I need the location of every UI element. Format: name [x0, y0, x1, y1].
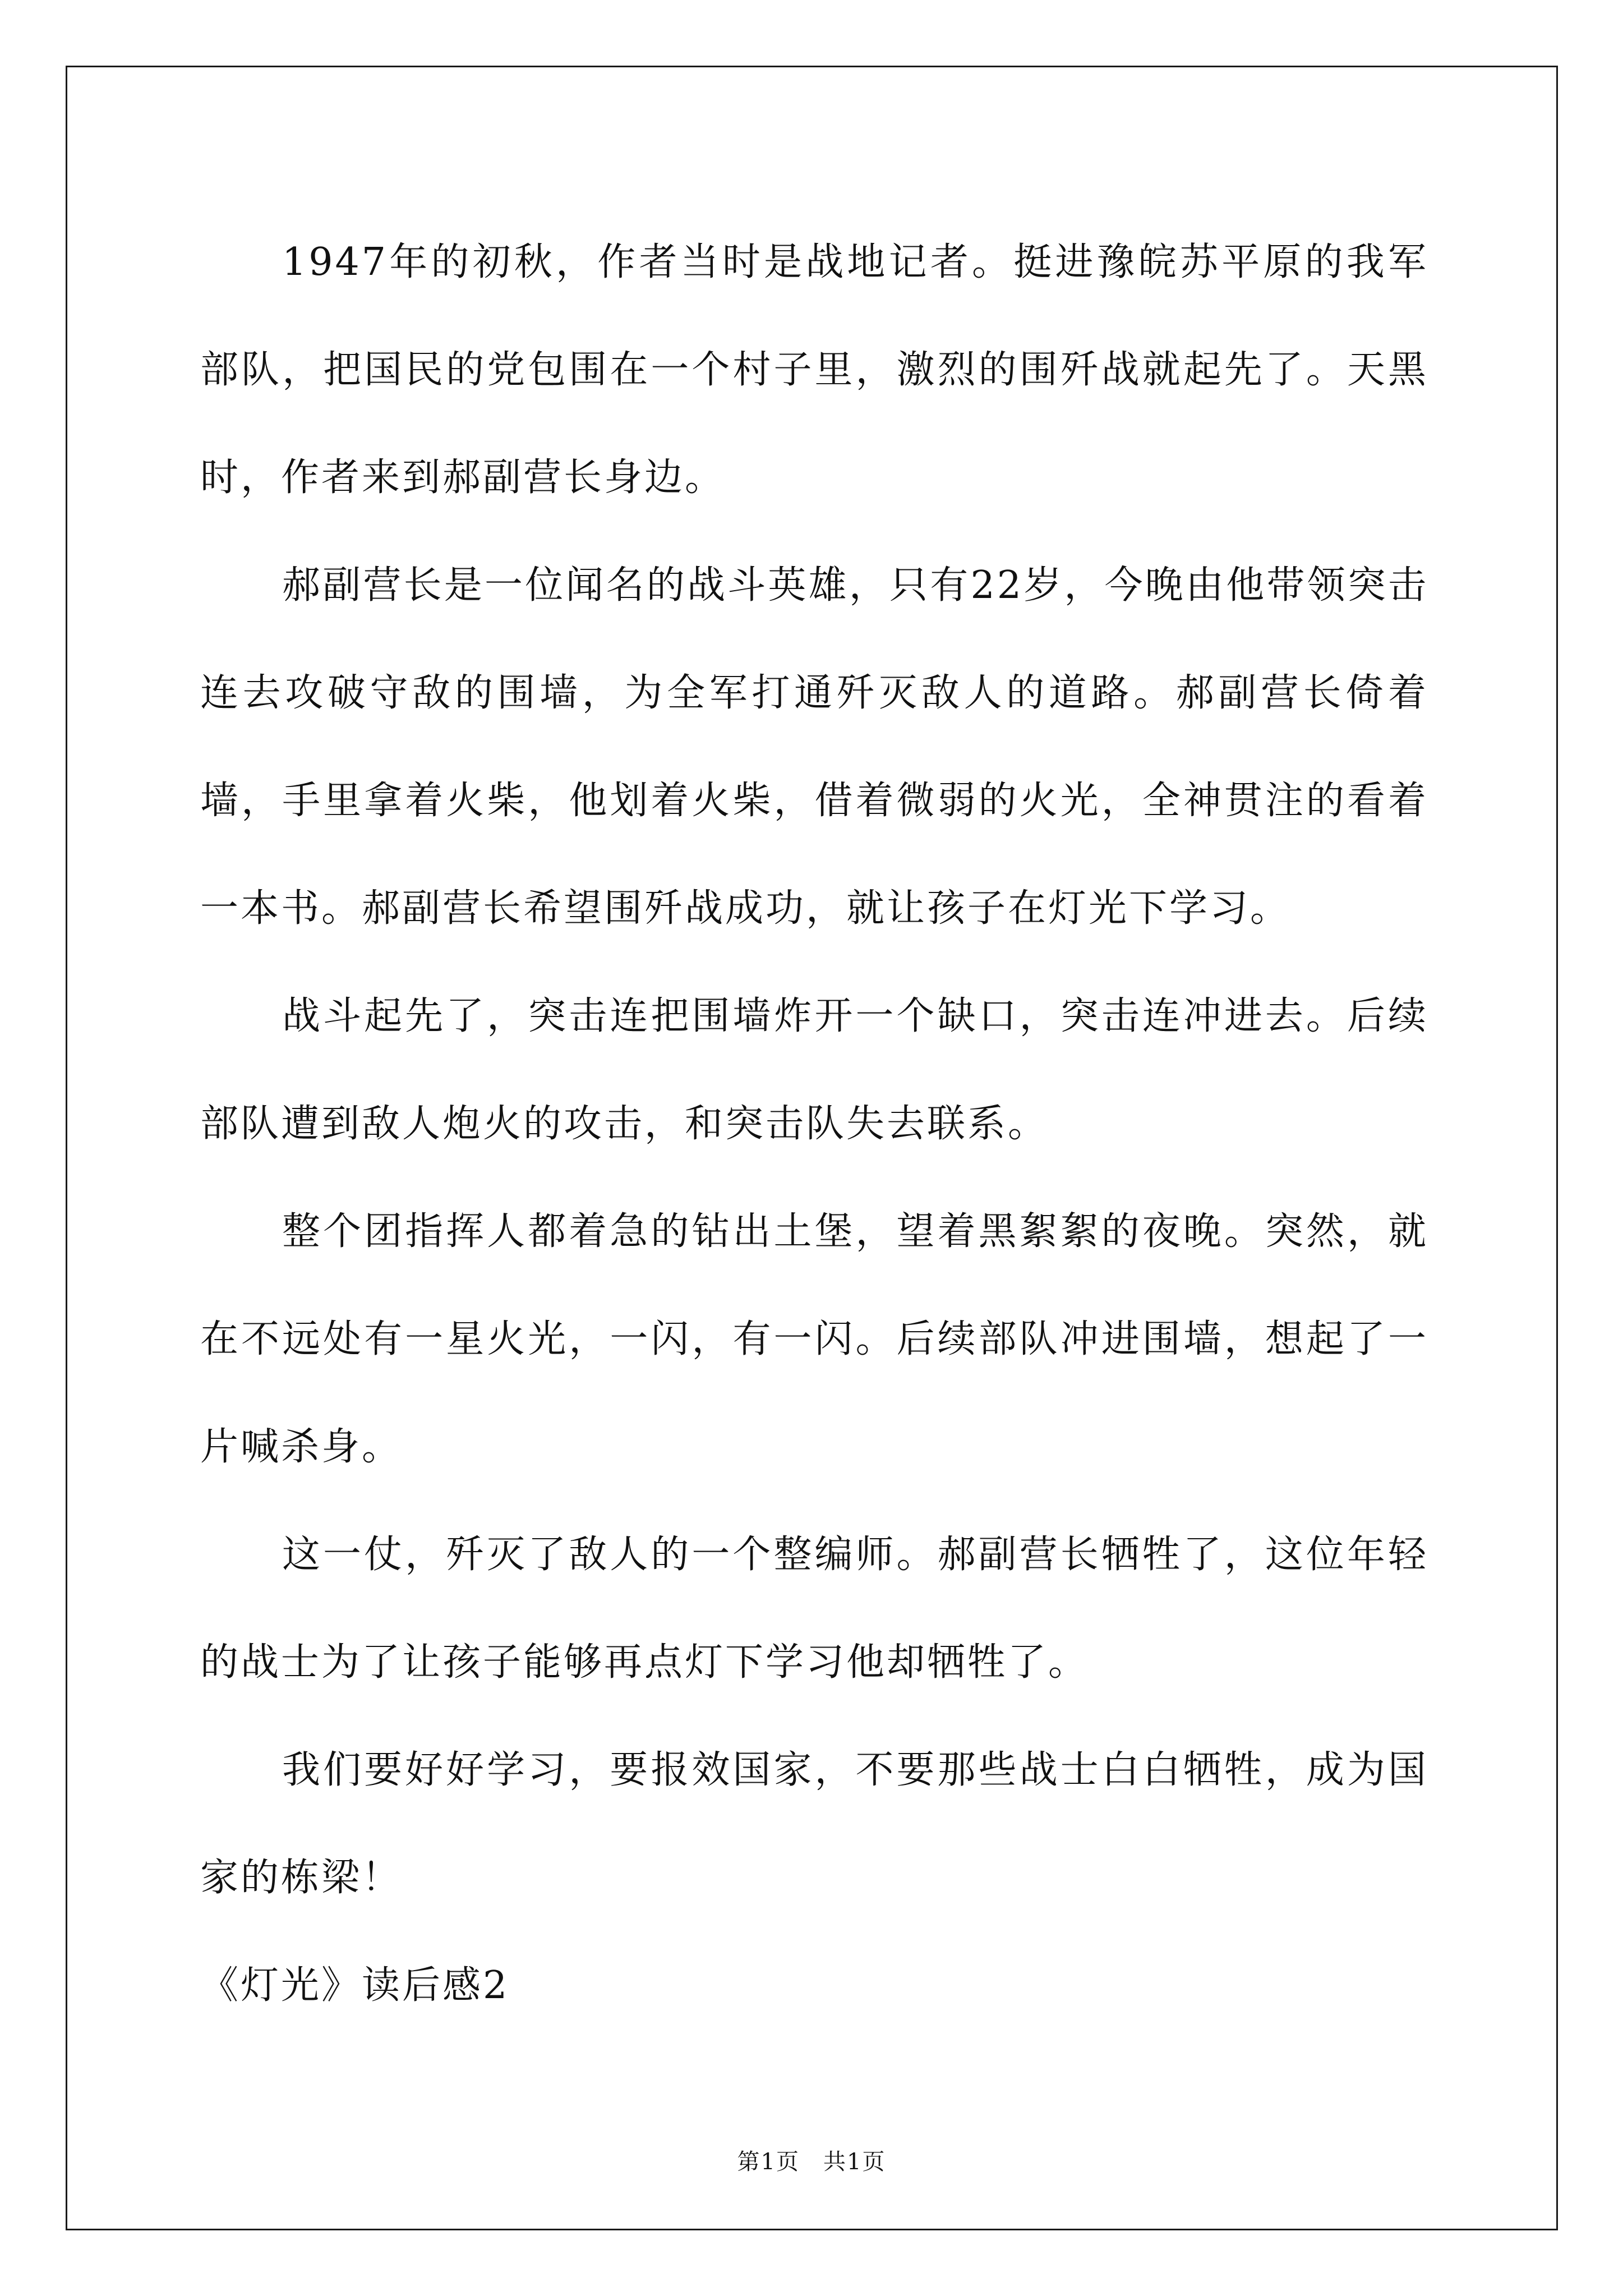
paragraph-3: 战斗起先了，突击连把围墙炸开一个缺口，突击连冲进去。后续部队遭到敌人炮火的攻击，和突击队失去联系。	[200, 994, 1428, 1146]
page-footer: 第1页 共1页	[737, 2149, 886, 2175]
document-body	[200, 209, 1428, 2040]
paragraph-2: 郝副营长是一位闻名的战斗英雄，只有22岁，今晚由他带领突击连去攻破守敌的围墙，为全军打通歼灭敌人的道路。郝副营长倚着墙，手里拿着火柴，他划着火柴，借着微弱的火光，全神贯注的看着一本书。郝副营长希望围歼战成功，就让孩子在灯光下学习。	[200, 563, 1428, 931]
paragraph-6: 我们要好好学习，要报效国家，不要那些战士白白牺牲，成为国家的栋梁！	[200, 1748, 1428, 1900]
paragraph-1: 1947年的初秋，作者当时是战地记者。挺进豫皖苏平原的我军部队，把国民的党包围在一个村子里，激烈的围歼战就起先了。天黑时，作者来到郝副营长身边。	[200, 240, 1428, 500]
section-heading: 《灯光》读后感2	[200, 1963, 510, 2008]
paragraph-5: 这一仗，歼灭了敌人的一个整编师。郝副营长牺牲了，这位年轻的战士为了让孩子能够再点灯下学习他却牺牲了。	[200, 1533, 1428, 1685]
paragraph-4: 整个团指挥人都着急的钻出土堡，望着黑絮絮的夜晚。突然，就在不远处有一星火光，一闪，有一闪。后续部队冲进围墙，想起了一片喊杀身。	[200, 1209, 1428, 1469]
